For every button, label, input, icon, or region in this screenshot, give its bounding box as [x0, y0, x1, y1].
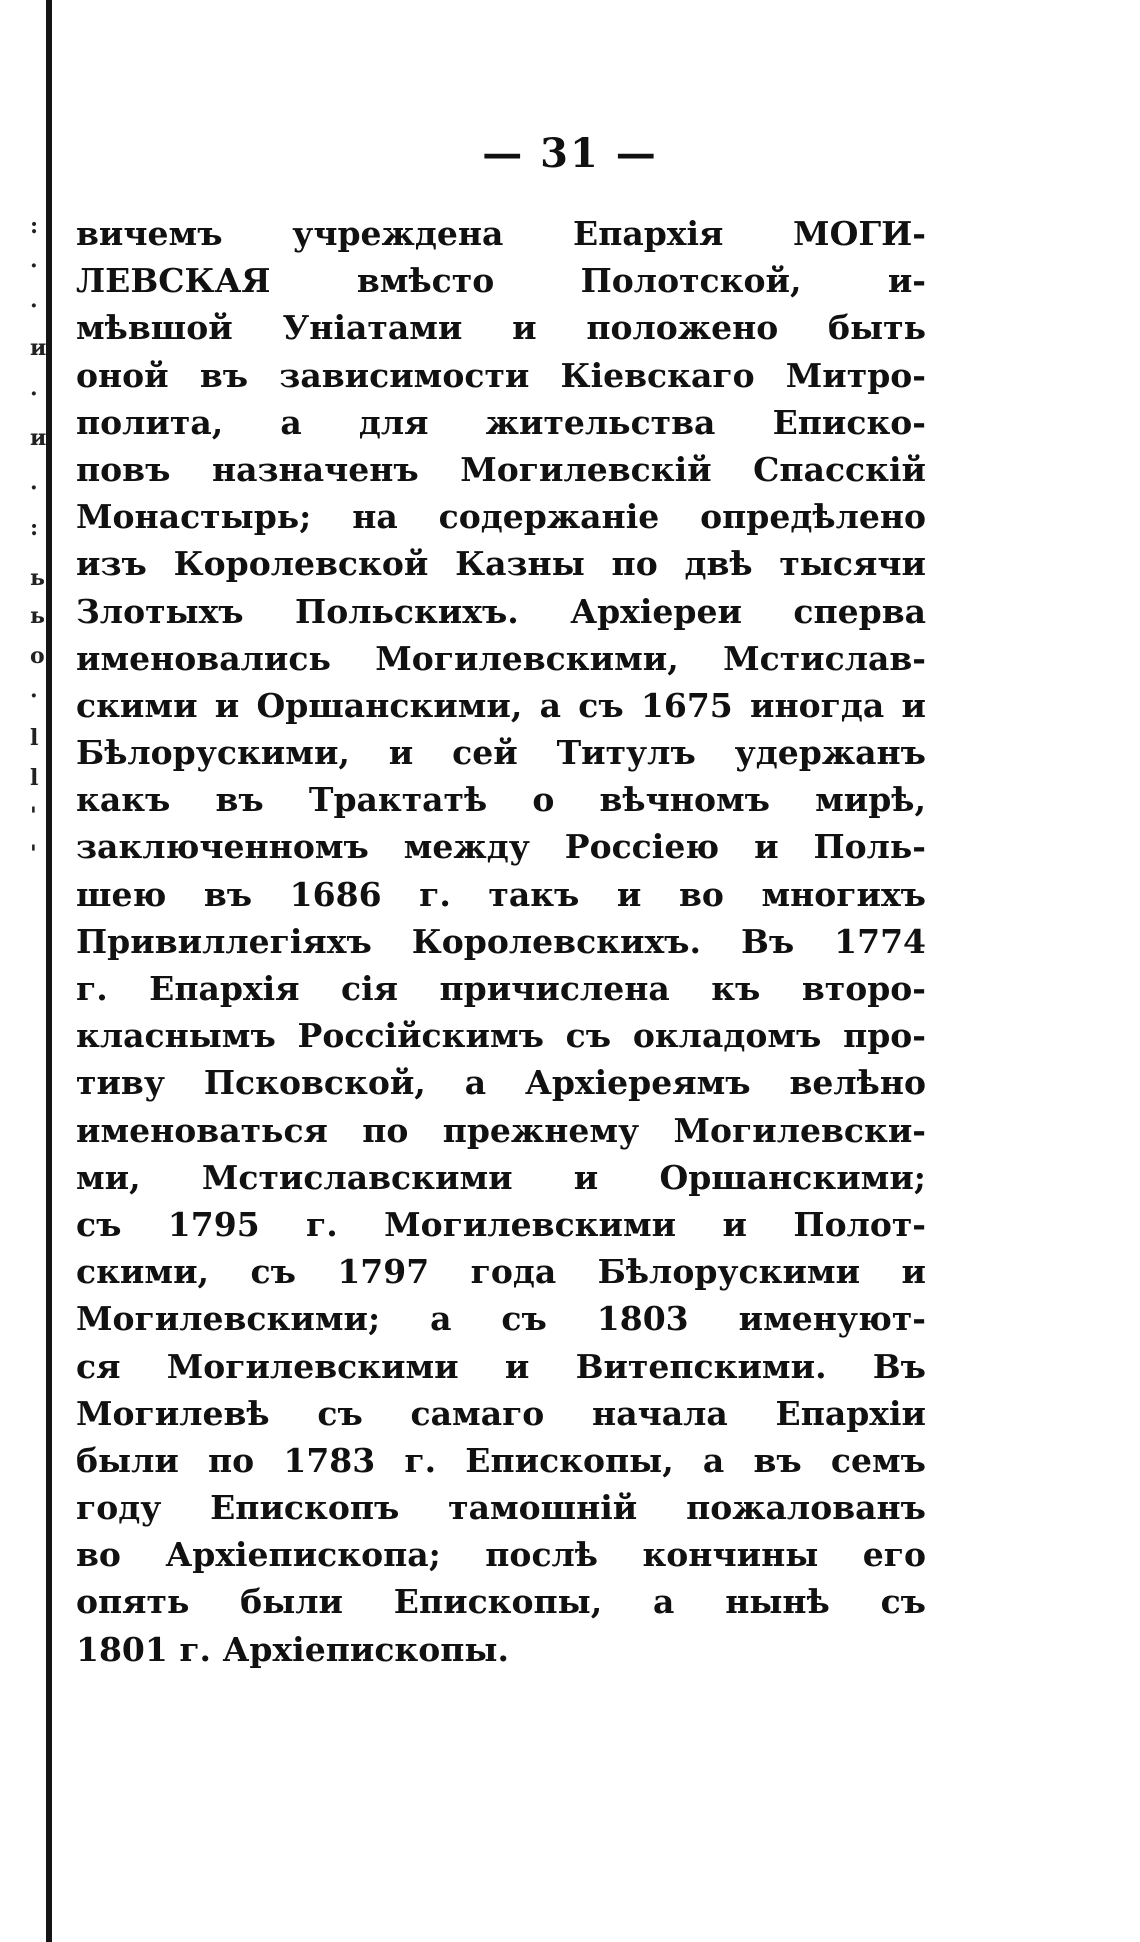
text-line: полита, а для жительства Еписко-: [76, 402, 926, 442]
margin-mark: :: [30, 213, 39, 239]
margin-mark: l: [30, 765, 39, 791]
margin-mark: ': [30, 803, 37, 829]
margin-mark: ': [30, 841, 37, 867]
text-line: класнымъ Россійскимъ съ окладомъ про-: [76, 1016, 926, 1056]
text-line: Могилевѣ съ самаго начала Епархіи: [76, 1393, 926, 1433]
margin-mark: о: [30, 643, 45, 669]
text-line: тиву Псковской, а Архіереямъ велѣно: [76, 1063, 926, 1103]
margin-mark: l: [30, 725, 39, 751]
margin-mark: ·: [30, 683, 38, 709]
margin-mark: и: [30, 425, 47, 451]
margin-mark: ·: [30, 381, 38, 407]
text-line: оной въ зависимости Кіевскаго Митро-: [76, 355, 926, 395]
text-line: мѣвшой Уніатами и положено быть: [76, 308, 926, 348]
text-line: ся Могилевскими и Витепскими. Въ: [76, 1346, 926, 1386]
text-line: 1801 г. Архіепископы.: [76, 1629, 509, 1669]
margin-mark: ·: [30, 253, 38, 279]
margin-mark: ь: [30, 603, 45, 629]
text-line: заключенномъ между Россіею и Поль-: [76, 827, 926, 867]
margin-mark: :: [30, 515, 39, 541]
text-line: изъ Королевской Казны по двѣ тысячи: [76, 544, 926, 584]
text-line: г. Епархія сія причислена къ второ-: [76, 969, 926, 1008]
text-line: Привиллегіяхъ Королевскихъ. Въ 1774: [76, 921, 926, 961]
text-line: именовались Могилевскими, Мстислав-: [76, 638, 926, 678]
text-line: Бѣлорускими, и сей Титулъ удержанъ: [76, 733, 926, 773]
page-number: — 31 —: [482, 130, 658, 177]
text-line: опять были Епископы, а нынѣ съ: [76, 1582, 926, 1622]
text-line: Злотыхъ Польскихъ. Архіереи сперва: [76, 591, 926, 631]
text-line: съ 1795 г. Могилевскими и Полот-: [76, 1204, 926, 1244]
margin-mark: и: [30, 335, 47, 361]
text-line: шею въ 1686 г. такъ и во многихъ: [76, 874, 926, 914]
margin-mark: ·: [30, 475, 38, 501]
text-line: вичемъ учреждена Епархія МОГИ-: [76, 214, 926, 253]
text-line: Монастырь; на содержаніе опредѣлено: [76, 497, 926, 537]
text-line: повъ назначенъ Могилевскій Спасскій: [76, 449, 926, 489]
binding-edge-rule: [46, 0, 52, 1942]
text-line: Могилевскими; а съ 1803 именуют-: [76, 1299, 926, 1339]
body-text: [76, 210, 926, 1673]
margin-mark: ·: [30, 293, 38, 319]
text-line: были по 1783 г. Епископы, а въ семъ: [76, 1440, 926, 1480]
text-line: во Архіепископа; послѣ кончины его: [76, 1535, 926, 1575]
text-line: скими и Оршанскими, а съ 1675 иногда и: [76, 685, 926, 725]
text-line: скими, съ 1797 года Бѣлорускими и: [76, 1252, 926, 1292]
text-line: ЛЕВСКАЯ вмѣсто Полотской, и-: [76, 261, 926, 301]
text-line: именоваться по прежнему Могилевски-: [76, 1110, 926, 1150]
margin-mark: ь: [30, 565, 45, 591]
text-line: году Епископъ тамошній пожалованъ: [76, 1488, 926, 1528]
text-line: какъ въ Трактатѣ о вѣчномъ мирѣ,: [76, 780, 926, 820]
text-line: ми, Мстиславскими и Оршанскими;: [76, 1157, 926, 1197]
